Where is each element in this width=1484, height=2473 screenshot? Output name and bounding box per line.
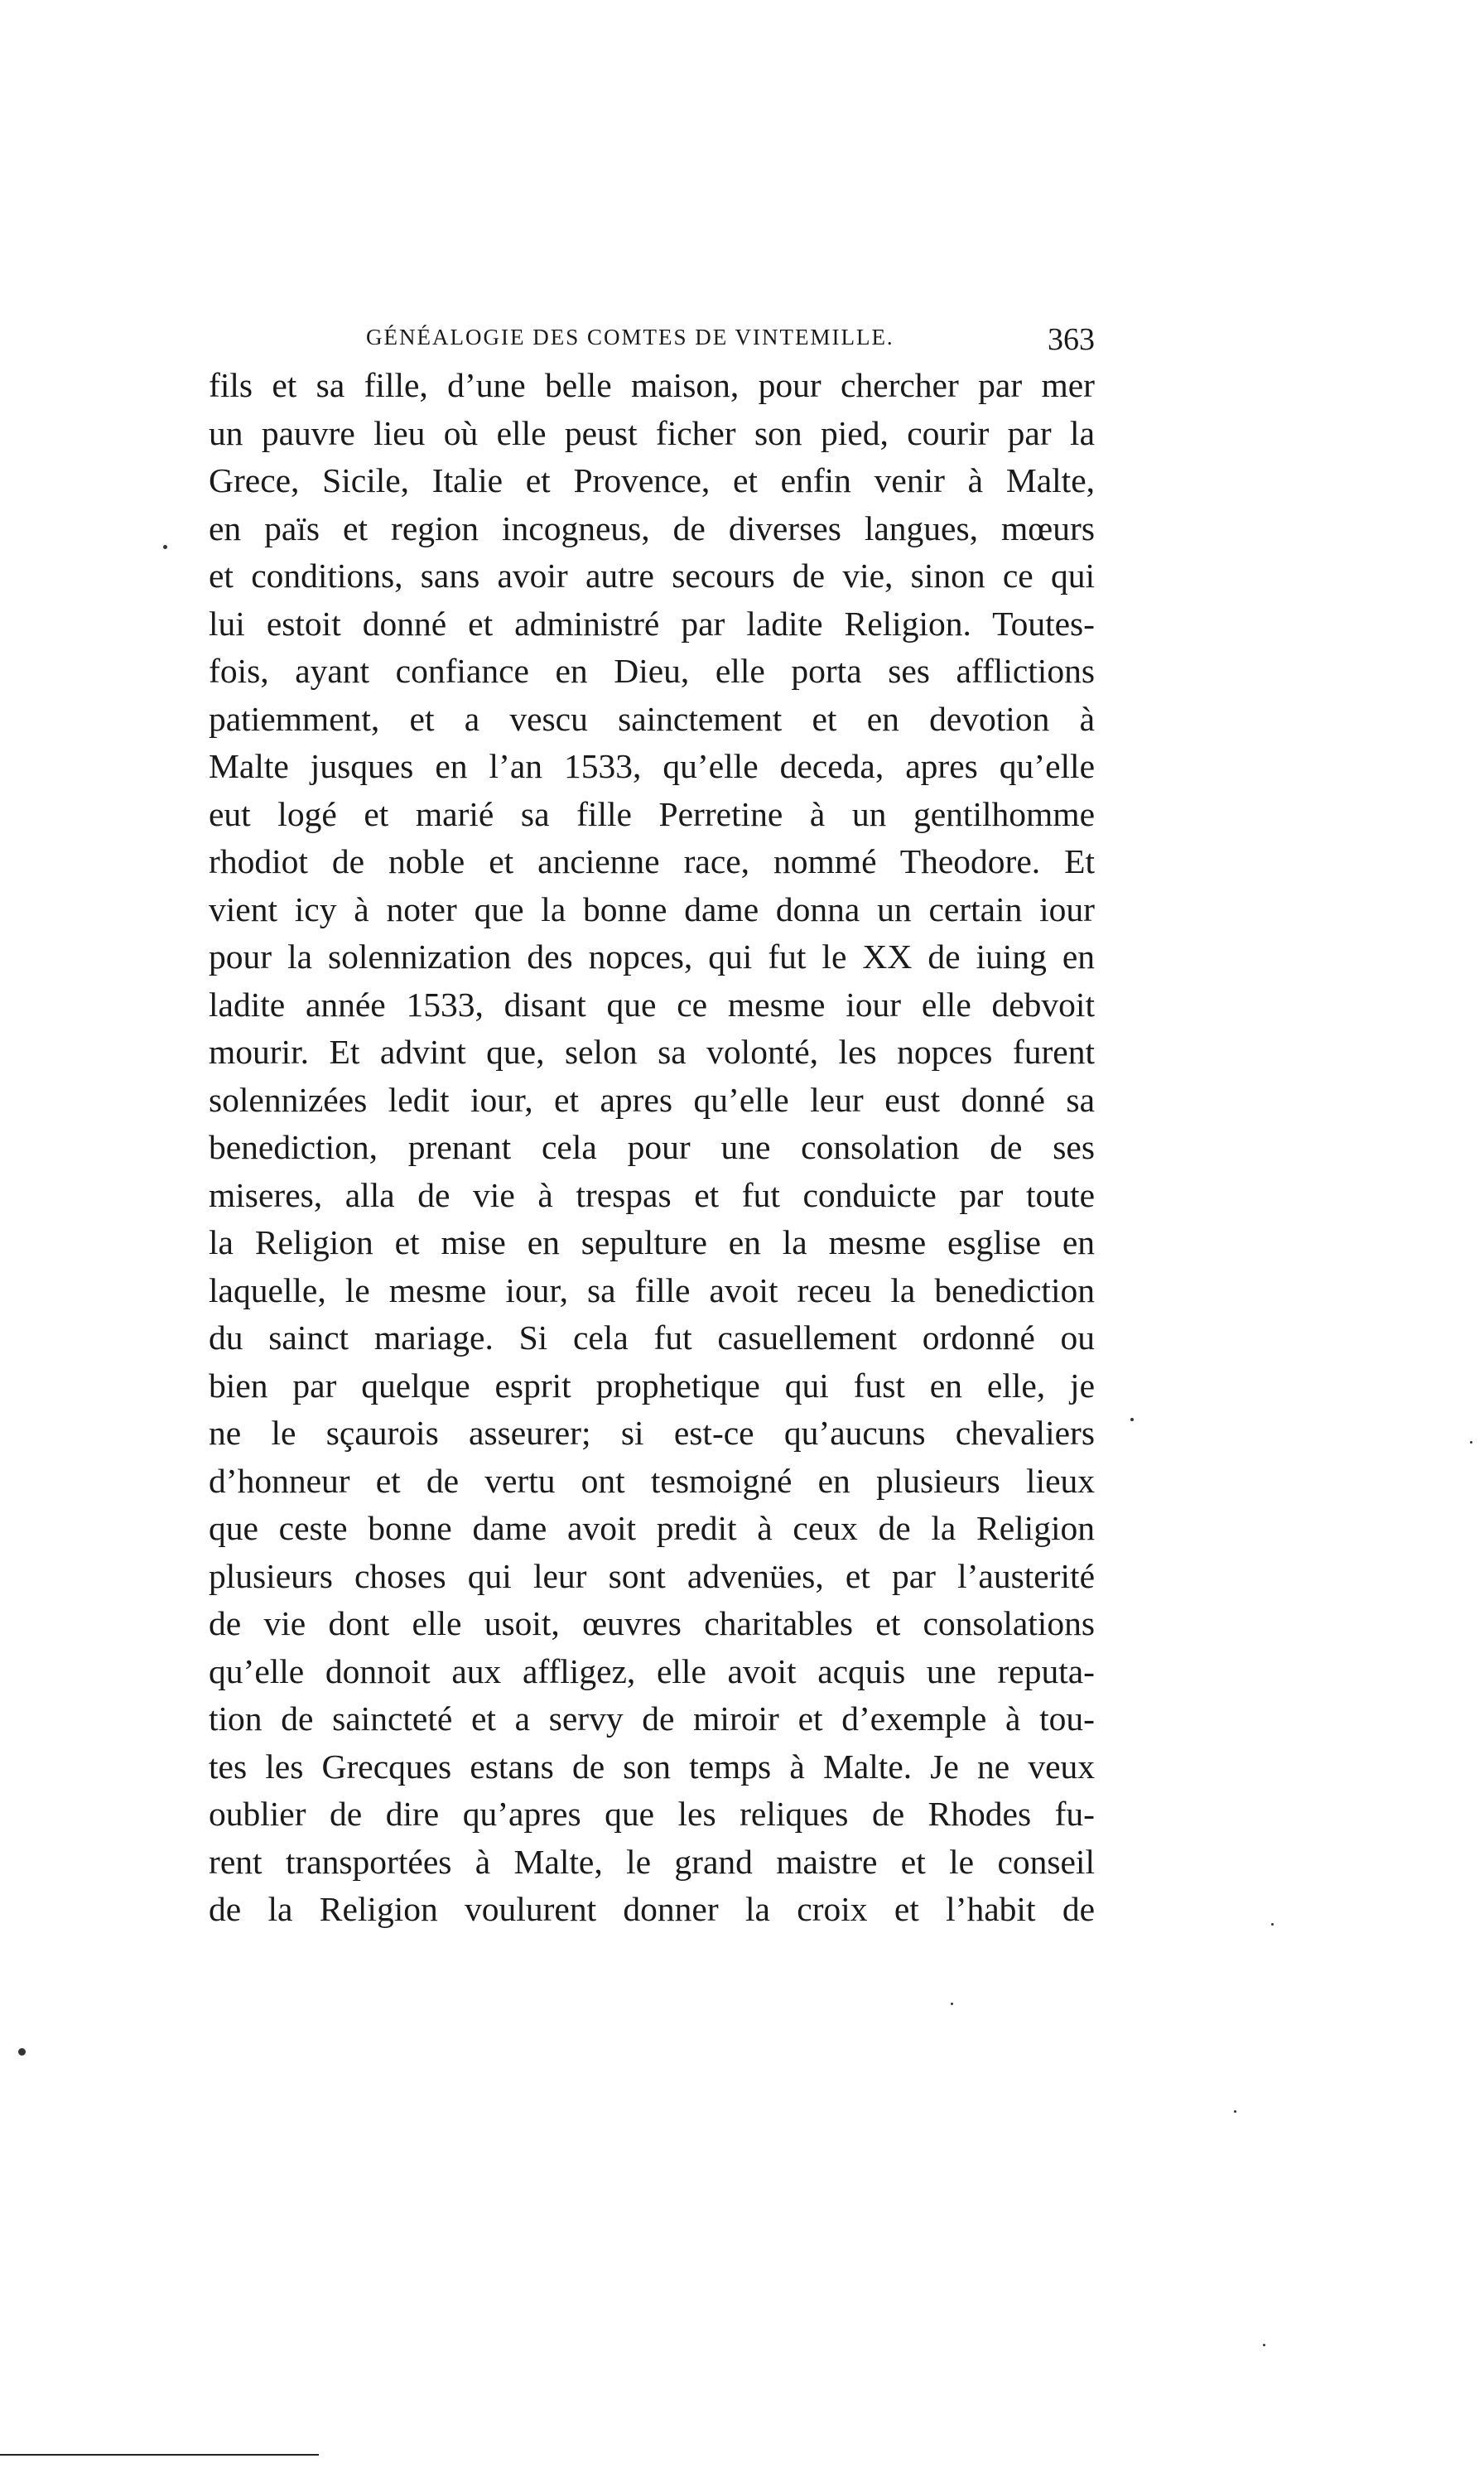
text-line: rhodiot de noble et ancienne race, nommé Theodore. Et	[209, 842, 1095, 880]
text-line: bien par quelque esprit prophetique qui fust en elle, je	[209, 1366, 1095, 1405]
scan-speck	[1234, 2110, 1236, 2113]
text-line: de la Religion voulurent donner la croix et l’habit de	[209, 1890, 1095, 1928]
text-line: tes les Grecques estans de son temps à Malte. Je ne veux	[209, 1747, 1095, 1786]
text-line: en païs et region incogneus, de diverses langues, mœurs	[209, 509, 1095, 547]
text-line: que ceste bonne dame avoit predit à ceux de la Religion	[209, 1509, 1095, 1547]
text-line: solennizées ledit iour, et apres qu’elle leur eust donné sa	[209, 1080, 1095, 1119]
scan-speck	[951, 2003, 953, 2005]
text-line: benediction, prenant cela pour une consolation de ses	[209, 1128, 1095, 1166]
scan-speck	[163, 545, 167, 549]
text-line: Grece, Sicile, Italie et Provence, et enfin venir à Malte,	[209, 461, 1095, 499]
text-line: laquelle, le mesme iour, sa fille avoit receu la benediction	[209, 1270, 1095, 1309]
scan-speck	[18, 2048, 26, 2056]
text-line: un pauvre lieu où elle peust ficher son pied, courir par la	[209, 413, 1095, 452]
text-line: patiemment, et a vescu sainctement et en devotion à	[209, 699, 1095, 738]
running-title: GÉNÉALOGIE DES COMTES DE VINTEMILLE.	[366, 325, 894, 349]
scan-speck	[1470, 1441, 1472, 1444]
scan-speck	[1130, 1418, 1134, 1421]
text-line: fils et sa fille, d’une belle maison, pour chercher par mer	[209, 366, 1095, 404]
footer-rule	[0, 2454, 319, 2456]
text-line: la Religion et mise en sepulture en la mesme esglise en	[209, 1223, 1095, 1261]
running-head	[209, 321, 1095, 363]
text-line: plusieurs choses qui leur sont advenües, et par l’austerité	[209, 1556, 1095, 1595]
text-line: de vie dont elle usoit, œuvres charitables et consolations	[209, 1604, 1095, 1642]
text-line: pour la solennization des nopces, qui fut le XX de iuing en	[209, 938, 1095, 976]
text-line: fois, ayant confiance en Dieu, elle porta ses afflictions	[209, 652, 1095, 690]
text-line: eut logé et marié sa fille Perretine à un gentilhomme	[209, 794, 1095, 833]
text-line: lui estoit donné et administré par ladite Religion. Toutes-	[209, 604, 1095, 643]
text-line: rent transportées à Malte, le grand maistre et le conseil	[209, 1842, 1095, 1881]
text-line: ne le sçaurois asseurer; si est-ce qu’aucuns chevaliers	[209, 1414, 1095, 1452]
text-line: du sainct mariage. Si cela fut casuellement ordonné ou	[209, 1318, 1095, 1357]
text-line: miseres, alla de vie à trespas et fut conduicte par toute	[209, 1175, 1095, 1214]
text-line: qu’elle donnoit aux affligez, elle avoit acquis une reputa-	[209, 1651, 1095, 1690]
page-number: 363	[1048, 322, 1095, 357]
text-line: mourir. Et advint que, selon sa volonté, les nopces furent	[209, 1033, 1095, 1071]
text-line: ladite année 1533, disant que ce mesme iour elle debvoit	[209, 985, 1095, 1024]
text-line: et conditions, sans avoir autre secours de vie, sinon ce qui	[209, 557, 1095, 595]
scan-speck	[1263, 2344, 1265, 2346]
text-line: vient icy à noter que la bonne dame donna un certain iour	[209, 889, 1095, 928]
body-text	[209, 362, 1095, 1934]
text-line: d’honneur et de vertu ont tesmoigné en plusieurs lieux	[209, 1461, 1095, 1500]
text-line: oublier de dire qu’apres que les reliques de Rhodes fu-	[209, 1795, 1095, 1833]
text-line: tion de saincteté et a servy de miroir et d’exemple à tou-	[209, 1699, 1095, 1738]
scan-speck	[1271, 1923, 1274, 1926]
text-line: Malte jusques en l’an 1533, qu’elle deceda, apres qu’elle	[209, 747, 1095, 785]
